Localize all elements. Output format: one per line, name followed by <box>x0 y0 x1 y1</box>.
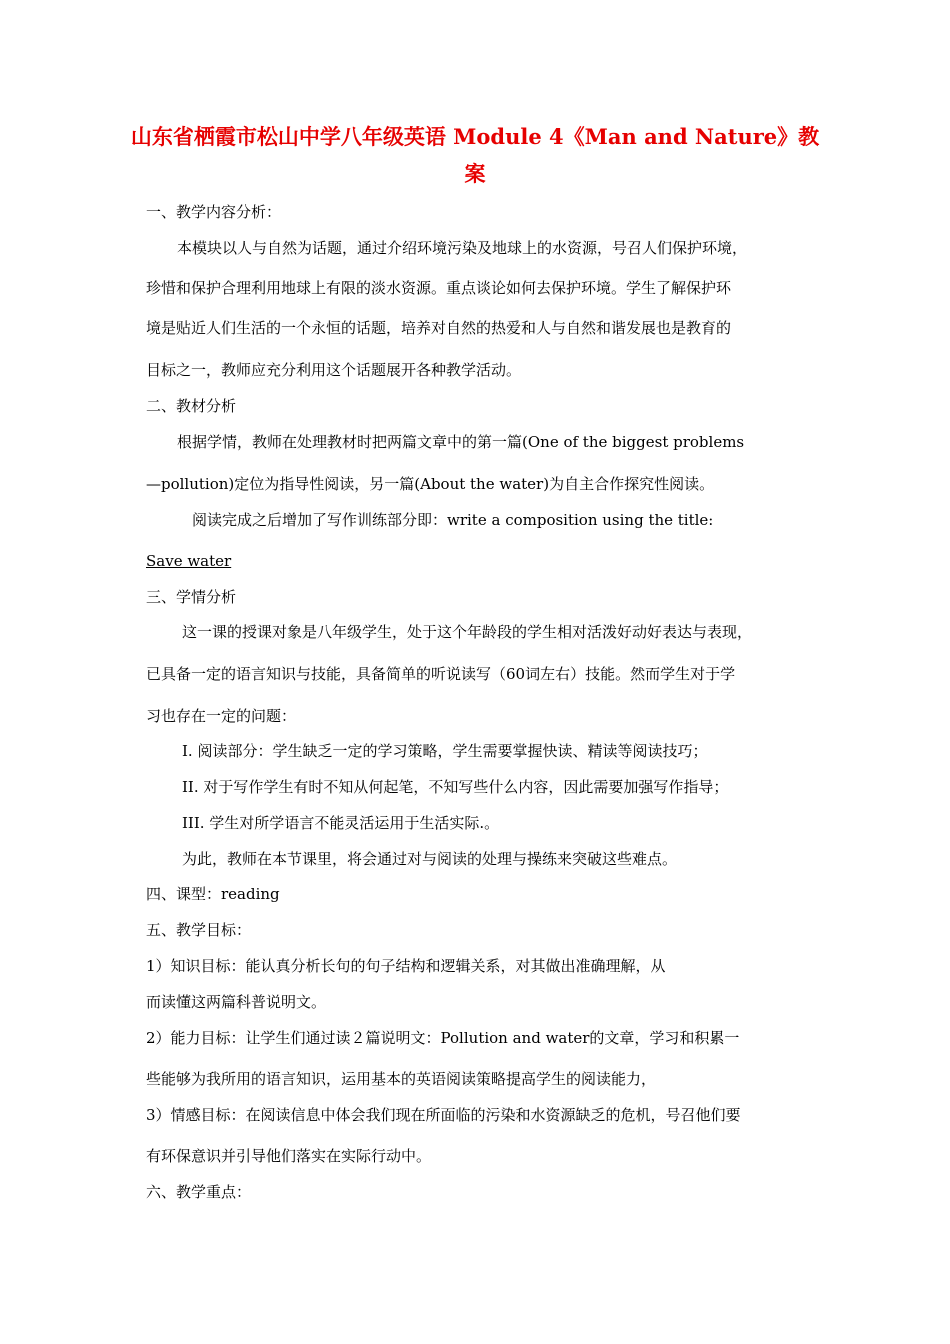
section-6-heading: 六、教学重点： <box>146 1183 252 1201</box>
goal-emotion-line: 有环保意识并引导他们落实在实际行动中。 <box>146 1147 432 1165</box>
goal-knowledge-line: 1）知识目标：能认真分析长句的句子结构和逻辑关系，对其做出准确理解，从 <box>146 957 666 975</box>
section-3-paragraph-line: 为此，教师在本节课里，将会通过对与阅读的处理与操练来突破这些难点。 <box>182 850 678 868</box>
section-1-paragraph-line: 珍惜和保护合理利用地球上有限的淡水资源。重点谈论如何去保护环境。学生了解保护环 <box>146 279 732 297</box>
section-2-heading: 二、教材分析 <box>146 397 237 415</box>
goal-knowledge-line: 而读懂这两篇科普说明文。 <box>146 993 327 1011</box>
goal-emotion-line: 3）情感目标：在阅读信息中体会我们现在所面临的污染和水资源缺乏的危机，号召他们要 <box>146 1106 741 1124</box>
section-3-paragraph-line: 习也存在一定的问题： <box>146 707 297 725</box>
document-title: 山东省栖霞市松山中学八年级英语 Module 4《Man and Nature》教案 <box>130 124 820 186</box>
section-2-paragraph-line: 根据学情，教师在处理教材时把两篇文章中的第一篇(One of the biggest problems <box>177 433 745 451</box>
goal-ability-line: 些能够为我所用的语言知识，运用基本的英语阅读策略提高学生的阅读能力， <box>146 1070 657 1088</box>
section-3-list-item: I. 阅读部分：学生缺乏一定的学习策略，学生需要掌握快读、精读等阅读技巧； <box>182 742 708 760</box>
section-2-paragraph-line: —pollution)定位为指导性阅读，另一篇(About the water)为自主合作探究性阅读。 <box>146 475 715 493</box>
save-water-title: Save water <box>146 552 232 570</box>
section-3-list-item: II. 对于写作学生有时不知从何起笔，不知写些什么内容，因此需要加强写作指导； <box>182 778 729 796</box>
section-3-paragraph-line: 已具备一定的语言知识与技能，具备简单的听说读写（60词左右）技能。然而学生对于学 <box>146 665 736 683</box>
section-3-heading: 三、学情分析 <box>146 588 237 606</box>
section-2-paragraph-line: 阅读完成之后增加了写作训练部分即：write a composition using the title: <box>192 511 714 529</box>
section-1-paragraph-line: 境是贴近人们生活的一个永恒的话题，培养对自然的热爱和人与自然和谐发展也是教育的 <box>146 319 732 337</box>
section-3-list-item: III. 学生对所学语言不能灵活运用于生活实际.。 <box>182 814 500 832</box>
section-1-heading: 一、教学内容分析： <box>146 203 282 221</box>
section-1-paragraph-line: 目标之一，教师应充分利用这个话题展开各种教学活动。 <box>146 361 522 379</box>
section-4-heading: 四、课型：reading <box>146 885 280 903</box>
goal-ability-line: 2）能力目标：让学生们通过读２篇说明文：Pollution and water的文章，学习和积累一 <box>146 1029 740 1047</box>
section-1-paragraph-line: 本模块以人与自然为话题，通过介绍环境污染及地球上的水资源，号召人们保护环境， <box>177 239 748 257</box>
section-3-paragraph-line: 这一课的授课对象是八年级学生，处于这个年龄段的学生相对活泼好动好表达与表现， <box>182 623 753 641</box>
section-5-heading: 五、教学目标： <box>146 921 252 939</box>
